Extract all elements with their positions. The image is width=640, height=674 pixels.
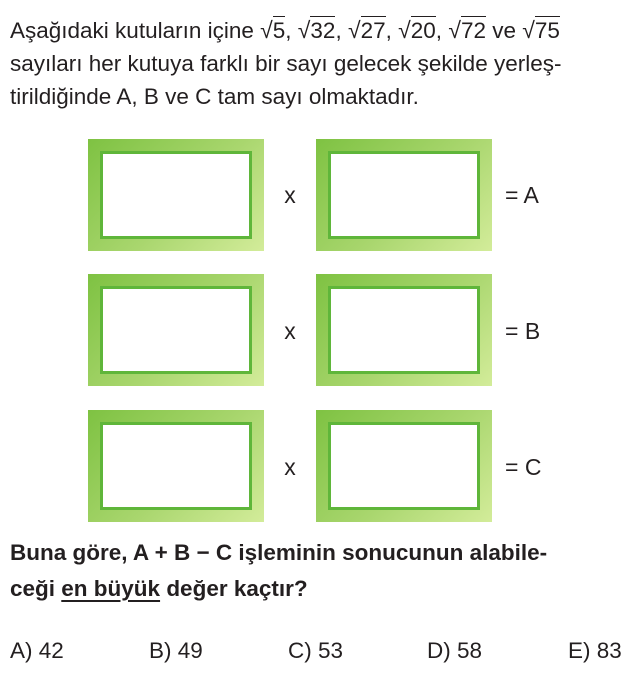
question-line-2: ceği en büyük değer kaçtır? [10,576,308,601]
intro-line-2: sayıları her kutuya farklı bir sayı gelecek şekilde yerleş- [10,51,562,76]
result-b: = B [505,318,541,344]
multiply-sign-row2: x [284,318,296,344]
sqrt-72: √72 [448,17,486,43]
intro-line-1 [10,14,634,47]
sqrt-75: √75 [522,17,560,43]
sqrt-20: √20 [398,17,436,43]
box-row3-left[interactable] [88,410,264,522]
result-a: = A [505,182,539,208]
option-b[interactable]: B) 49 [149,638,203,663]
box-row2-left[interactable] [88,274,264,386]
intro-text-start: Aşağıdaki kutuların içine [10,18,261,43]
multiply-sign-row3: x [284,454,296,480]
box-row2-right[interactable] [316,274,492,386]
box-row1-left[interactable] [88,139,264,251]
option-a[interactable]: A) 42 [10,638,64,663]
separator: , [385,18,399,43]
sqrt-27: √27 [347,17,386,43]
intro-line-3: tirildiğinde A, B ve C tam sayı olmaktadır. [10,84,419,109]
sqrt-5: √5 [260,17,286,43]
box-row3-right[interactable] [316,410,492,522]
conjunction-ve: ve [485,18,523,43]
option-d[interactable]: D) 58 [427,638,483,663]
separator: , [335,18,348,43]
option-e[interactable]: E) 83 [568,638,622,663]
separator: , [285,18,298,43]
option-c[interactable]: C) 53 [288,638,344,663]
question-text [10,535,634,607]
question-line-1: Buna göre, A + B − C işleminin sonucunun alabile- [10,540,548,565]
result-c: = C [505,454,542,480]
problem-statement [10,14,634,113]
separator: , [435,18,449,43]
box-row1-right[interactable] [316,139,492,251]
sqrt-32: √32 [297,17,336,43]
multiply-sign-row1: x [284,182,296,208]
emphasis-en-buyuk: en büyük [61,576,161,601]
